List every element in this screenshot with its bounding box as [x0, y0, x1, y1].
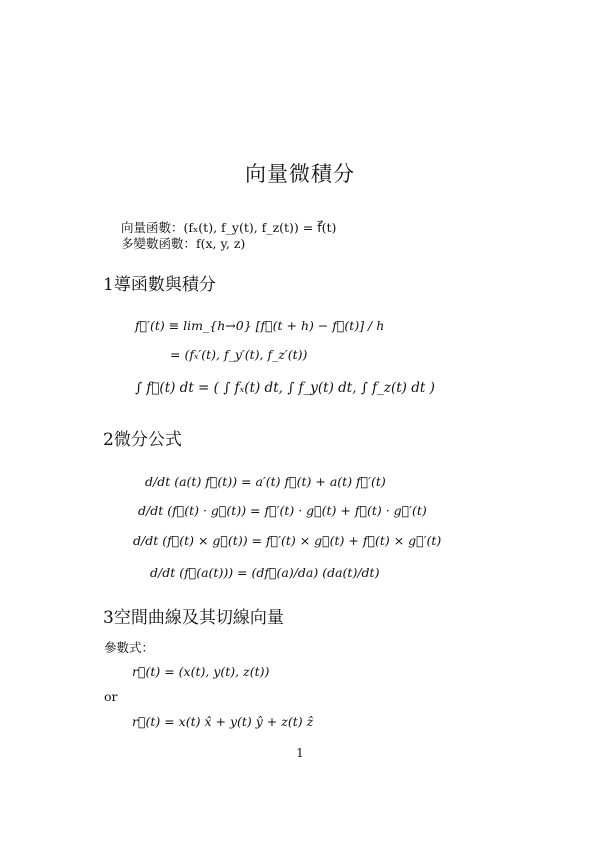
equation-dot-product-rule: d/dt (f⃗(t) · g⃗(t)) = f⃗′(t) · g⃗(t) + f⃗(t) · g⃗′(t) [138, 503, 427, 518]
equation-curve-tuple: r⃗(t) = (x(t), y(t), z(t)) [132, 664, 270, 679]
equation-chain-rule: d/dt (f⃗(a(t))) = (df⃗(a)/da) (da(t)/dt) [150, 565, 380, 580]
page-number: 1 [296, 746, 304, 760]
equation-derivative-components: = (fₓ′(t), f_y′(t), f_z′(t)) [170, 347, 308, 362]
equation-derivative-definition: f⃗′(t) ≡ lim_{h→0} [f⃗(t + h) − f⃗(t)] / h [135, 318, 385, 333]
section-3-heading: 3空間曲線及其切線向量 [103, 608, 284, 628]
equation-product-rule: d/dt (a(t) f⃗(t)) = a′(t) f⃗(t) + a(t) f⃗′(t) [145, 474, 386, 489]
equation-cross-product-rule: d/dt (f⃗(t) × g⃗(t)) = f⃗′(t) × g⃗(t) + f⃗(t) × g⃗′(t) [133, 533, 442, 548]
or-label: or [104, 689, 118, 704]
section-2-heading: 2微分公式 [103, 430, 182, 450]
intro-vector-function: 向量函數：(fₓ(t), f_y(t), f_z(t)) = f⃗(t) [121, 220, 337, 235]
equation-integral: ∫ f⃗(t) dt = ( ∫ fₓ(t) dt, ∫ f_y(t) dt, ∫ f_z(t) dt ) [135, 380, 435, 396]
intro-multivariable-function: 多變數函數：f(x, y, z) [121, 236, 246, 251]
section-1-heading: 1導函數與積分 [103, 275, 216, 295]
parametric-label: 參數式： [104, 640, 155, 655]
equation-curve-unit-vectors: r⃗(t) = x(t) x̂ + y(t) ŷ + z(t) ẑ [132, 714, 314, 729]
page-title: 向量微積分 [245, 162, 355, 186]
